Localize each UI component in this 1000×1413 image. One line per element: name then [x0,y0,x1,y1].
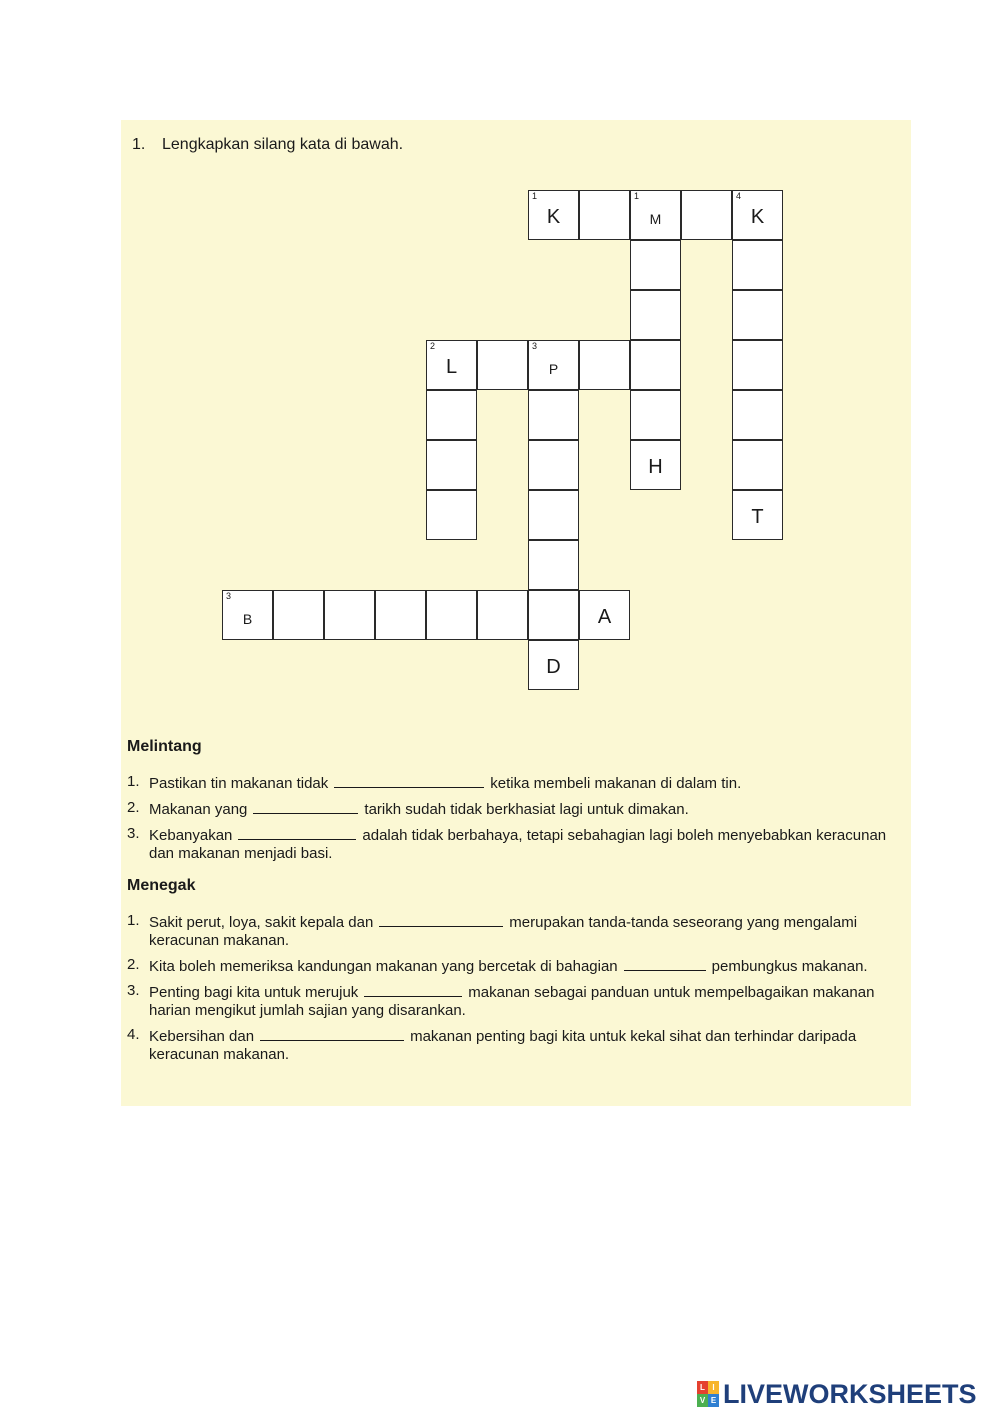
melintang-clues [127,773,887,869]
crossword-cell[interactable] [528,440,579,490]
clue-number: 3. [127,982,140,999]
clue-number: 2. [127,799,140,816]
clue-text-before: Pastikan tin makanan tidak [149,775,329,792]
crossword-cell[interactable] [630,340,681,390]
crossword-cell[interactable] [732,390,783,440]
crossword-cell[interactable] [426,590,477,640]
crossword-cell[interactable] [732,190,783,240]
clue-text-before: Sakit perut, loya, sakit kepala dan [149,914,374,931]
crossword-cell[interactable] [732,340,783,390]
cell-letter: B [242,611,253,627]
menegak-title: Menegak [127,877,196,894]
crossword-cell[interactable] [579,590,630,640]
cell-clue-number: 3 [532,341,538,351]
answer-blank [624,956,706,971]
clue-text-before: Kebanyakan [149,827,233,844]
menegak-clues [127,912,887,1070]
crossword-cell[interactable] [426,340,477,390]
clue-text-before: Makanan yang [149,801,248,818]
logo-letter: L [697,1381,708,1394]
logo-letter: I [708,1381,719,1394]
logo-letter: V [697,1394,708,1407]
cell-clue-number: 1 [532,191,538,201]
clue-text-before: Penting bagi kita untuk merujuk [149,984,359,1001]
answer-blank [334,773,484,788]
menegak-clue-4 [127,1026,887,1064]
clue-number: 4. [127,1026,140,1043]
crossword-cell[interactable] [273,590,324,640]
crossword-cell[interactable] [426,390,477,440]
crossword-cell[interactable] [579,340,630,390]
instruction-text: Lengkapkan silang kata di bawah. [162,136,404,153]
brand-text: LIVEWORKSHEETS [723,1378,977,1409]
clue-text-before: Kita boleh memeriksa kandungan makanan yang bercetak di bahagian [149,958,618,975]
clue-text-after: pembungkus makanan. [711,958,868,975]
crossword-cell[interactable] [528,340,579,390]
melintang-clue-3 [127,825,887,863]
crossword-cell[interactable] [477,590,528,640]
crossword-cell[interactable] [630,390,681,440]
cell-letter: A [597,606,612,628]
menegak-clue-3 [127,982,887,1020]
answer-blank [253,799,358,814]
crossword-cell[interactable] [477,340,528,390]
cell-letter: L [445,356,458,378]
cell-clue-number: 3 [226,591,232,601]
answer-blank [238,825,356,840]
crossword-cell[interactable] [528,590,579,640]
crossword-cell[interactable] [528,540,579,590]
crossword-cell[interactable] [426,440,477,490]
clue-number: 3. [127,825,140,842]
cell-letter: K [546,206,561,228]
cell-letter: M [649,211,662,227]
crossword-cell[interactable] [630,190,681,240]
crossword-cell[interactable] [630,240,681,290]
crossword-cell[interactable] [732,290,783,340]
liveworksheets-logo-icon [697,1381,719,1407]
crossword-cell[interactable] [528,640,579,690]
menegak-clue-1 [127,912,887,950]
clue-text-after: ketika membeli makanan di dalam tin. [490,775,742,792]
answer-blank [364,982,462,997]
crossword-cell[interactable] [732,440,783,490]
crossword-cell[interactable] [324,590,375,640]
cell-clue-number: 4 [736,191,742,201]
cell-letter: K [750,206,765,228]
logo-letter: E [708,1394,719,1407]
crossword-cell[interactable] [528,190,579,240]
crossword-cell[interactable] [222,590,273,640]
clue-text-after: tarikh sudah tidak berkhasiat lagi untuk dimakan. [364,801,689,818]
crossword-cell[interactable] [732,240,783,290]
cell-letter: T [751,506,764,528]
clue-text-after: merupakan tanda-tanda seseorang yang mengalami keracunan makanan. [149,914,858,949]
melintang-clue-1 [127,773,887,793]
crossword-cell[interactable] [630,440,681,490]
cell-letter: D [546,656,561,678]
crossword-cell[interactable] [579,190,630,240]
cell-letter: P [548,361,559,377]
crossword-cell[interactable] [732,490,783,540]
cell-clue-number: 2 [430,341,436,351]
crossword-cell[interactable] [528,390,579,440]
clue-number: 1. [127,912,140,929]
menegak-clue-2 [127,956,887,976]
clue-text-before: Kebersihan dan [149,1028,255,1045]
crossword-cell[interactable] [681,190,732,240]
clue-text-after: makanan penting bagi kita untuk kekal sihat dan terhindar daripada keracunan makanan. [149,1028,857,1063]
crossword-cell[interactable] [528,490,579,540]
clue-number: 2. [127,956,140,973]
crossword-cell[interactable] [375,590,426,640]
crossword-cell[interactable] [630,290,681,340]
answer-blank [379,912,503,927]
clue-number: 1. [127,773,140,790]
melintang-clue-2 [127,799,887,819]
clue-text-after: makanan sebagai panduan untuk mempelbagaikan makanan harian mengikut jumlah sajian yang disarankan. [149,984,875,1019]
instruction-number: 1. [132,136,146,153]
liveworksheets-brand [697,1378,977,1410]
melintang-title: Melintang [127,738,202,755]
answer-blank [260,1026,404,1041]
crossword-cell[interactable] [426,490,477,540]
clue-text-after: adalah tidak berbahaya, tetapi sebahagian lagi boleh menyebabkan keracunan dan makanan menjadi basi. [149,827,887,862]
cell-letter: H [648,456,663,478]
cell-clue-number: 1 [634,191,640,201]
